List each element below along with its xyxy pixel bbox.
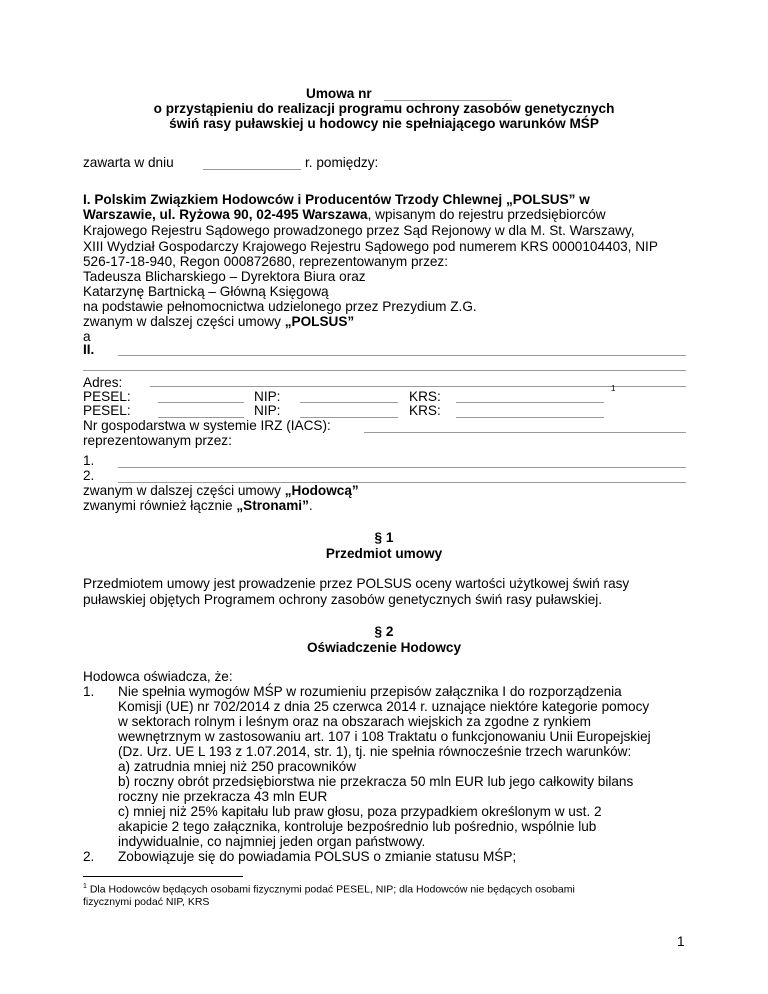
- section-1-text-line-1: Przedmiotem umowy jest prowadzenie przez POLSUS oceny wartości użytkowej świń rasy: [83, 576, 630, 591]
- represented-by-label: reprezentowanym przez:: [83, 433, 232, 448]
- between-label: r. pomiędzy:: [305, 155, 379, 170]
- concluded-on-label: zawarta w dniu: [83, 155, 174, 170]
- representative-2-number: 2.: [83, 468, 95, 483]
- page-number: 1: [677, 934, 685, 949]
- declaration-line-8: roczny nie przekracza 43 mln EUR: [118, 789, 328, 804]
- declaration-line-3: w sektorach rolnym i leśnym oraz na obszarach wiejskich za zgodne z rynkiem: [118, 714, 591, 729]
- declaration-line-5: (Dz. Urz. UE L 193 z 1.07.2014, str. 1), tj. nie spełnia równocześnie trzech warunków:: [118, 744, 632, 759]
- footnote-line-2: fizycznymi podać NIP, KRS: [83, 896, 210, 908]
- krs-label-2: KRS:: [409, 403, 441, 418]
- subtitle-line-1: o przystąpieniu do realizacji programu ochrony zasobów genetycznych: [153, 101, 615, 116]
- krs-blank-1: [456, 402, 604, 403]
- parties-designation: zwanymi również łącznie „Stronami”.: [83, 498, 313, 513]
- breeder-designation: zwanym w dalszej części umowy „Hodowcą”: [83, 483, 359, 498]
- nip-label-1: NIP:: [254, 389, 281, 404]
- footnote-separator: [83, 876, 243, 877]
- party1-line-4: XIII Wydział Gospodarczy Krajowego Rejestru Sądowego pod numerem KRS 0000104403, NIP: [83, 239, 658, 254]
- declaration-line-2: Komisji (UE) nr 702/2014 z dnia 25 czerwca 2014 r. uznające niektóre kategorie pomocy: [118, 699, 650, 714]
- footnote-reference: 1: [611, 384, 616, 393]
- farm-number-label: Nr gospodarstwa w systemie IRZ (IACS):: [83, 418, 331, 433]
- section-1-title: Przedmiot umowy: [325, 546, 443, 561]
- section-2-title: Oświadczenie Hodowcy: [306, 640, 462, 655]
- nip-blank-1: [300, 402, 398, 403]
- party2-label: II.: [83, 342, 95, 357]
- nip-label-2: NIP:: [254, 403, 281, 418]
- pesel-label-1: PESEL:: [83, 389, 131, 404]
- declaration-line-12: Zobowiązuje się do powiadamia POLSUS o zmianie statusu MŚP;: [118, 849, 517, 864]
- party1-line-7: Katarzynę Bartnicką – Główną Księgową: [83, 284, 329, 299]
- party1-line-2: Warszawie, ul. Ryżowa 90, 02-495 Warszawa, wpisanym do rejestru przedsiębiorców: [83, 207, 606, 222]
- representative-1-number: 1.: [83, 453, 95, 468]
- declaration-line-4: wewnętrznym w zastosowaniu art. 107 i 108 Traktatu o funkcjonowaniu Unii Europejskiej: [118, 729, 651, 744]
- subtitle-line-2: świń rasy puławskiej u hodowcy nie spełniającego warunków MŚP: [169, 116, 599, 131]
- declaration-item-2-number: 2.: [83, 849, 95, 864]
- krs-blank-2: [456, 417, 604, 418]
- footnote-line-1: $^1$ Dla Hodowców będących osobami fizycznymi podać PESEL, NIP; dla Hodowców nie będących osobami: [83, 883, 575, 896]
- declaration-intro: Hodowca oświadcza, że:: [83, 669, 233, 684]
- declaration-line-10: akapicie 2 tego załącznika, kontroluje bezpośrednio lub pośrednio, wspólnie lub: [118, 819, 597, 834]
- party1-line-3: Krajowego Rejestru Sądowego prowadzonego przez Sąd Rejonowy w dla M. St. Warszawy,: [83, 223, 635, 238]
- party2-name-blank: [118, 355, 686, 356]
- pesel-label-2: PESEL:: [83, 403, 131, 418]
- party2-name-blank-2: [83, 370, 686, 371]
- pesel-blank-1: [158, 402, 244, 403]
- contract-number-label: Umowa nr: [306, 86, 372, 101]
- declaration-line-6: a) zatrudnia mniej niż 250 pracowników: [118, 759, 357, 774]
- party1-line-6: Tadeusza Blicharskiego – Dyrektora Biura oraz: [83, 269, 366, 284]
- party1-line-1: I. Polskim Związkiem Hodowców i Producentów Trzody Chlewnej „POLSUS” w: [83, 192, 590, 207]
- party1-line-10: a: [83, 329, 91, 344]
- party1-line-5: 526-17-18-940, Regon 000872680, reprezentowanym przez:: [83, 254, 449, 269]
- section-2-number: § 2: [374, 624, 394, 639]
- date-blank: [203, 169, 301, 170]
- declaration-item-1-number: 1.: [83, 684, 95, 699]
- section-1-text-line-2: puławskiej objętych Programem ochrony zasobów genetycznych świń rasy puławskiej.: [83, 592, 603, 607]
- declaration-line-11: indywidualnie, co najmniej jeden organ państwowy.: [118, 834, 426, 849]
- declaration-line-1: Nie spełnia wymogów MŚP w rozumieniu przepisów załącznika I do rozporządzenia: [118, 684, 622, 699]
- party1-line-8: na podstawie pełnomocnictwa udzielonego przez Prezydium Z.G.: [83, 299, 477, 314]
- address-label: Adres:: [83, 375, 123, 390]
- declaration-line-7: b) roczny obrót przedsiębiorstwa nie przekracza 50 mln EUR lub jego całkowity bilans: [118, 774, 634, 789]
- representative-1-blank: [118, 467, 686, 468]
- declaration-line-9: c) mniej niż 25% kapitału lub praw głosu, poza przypadkiem określonym w ust. 2: [118, 804, 602, 819]
- address-blank: [150, 386, 686, 387]
- farm-number-blank: [364, 432, 686, 433]
- krs-label-1: KRS:: [409, 389, 441, 404]
- section-1-number: § 1: [374, 530, 394, 545]
- party1-line-9: zwanym w dalszej części umowy „POLSUS”: [83, 314, 355, 329]
